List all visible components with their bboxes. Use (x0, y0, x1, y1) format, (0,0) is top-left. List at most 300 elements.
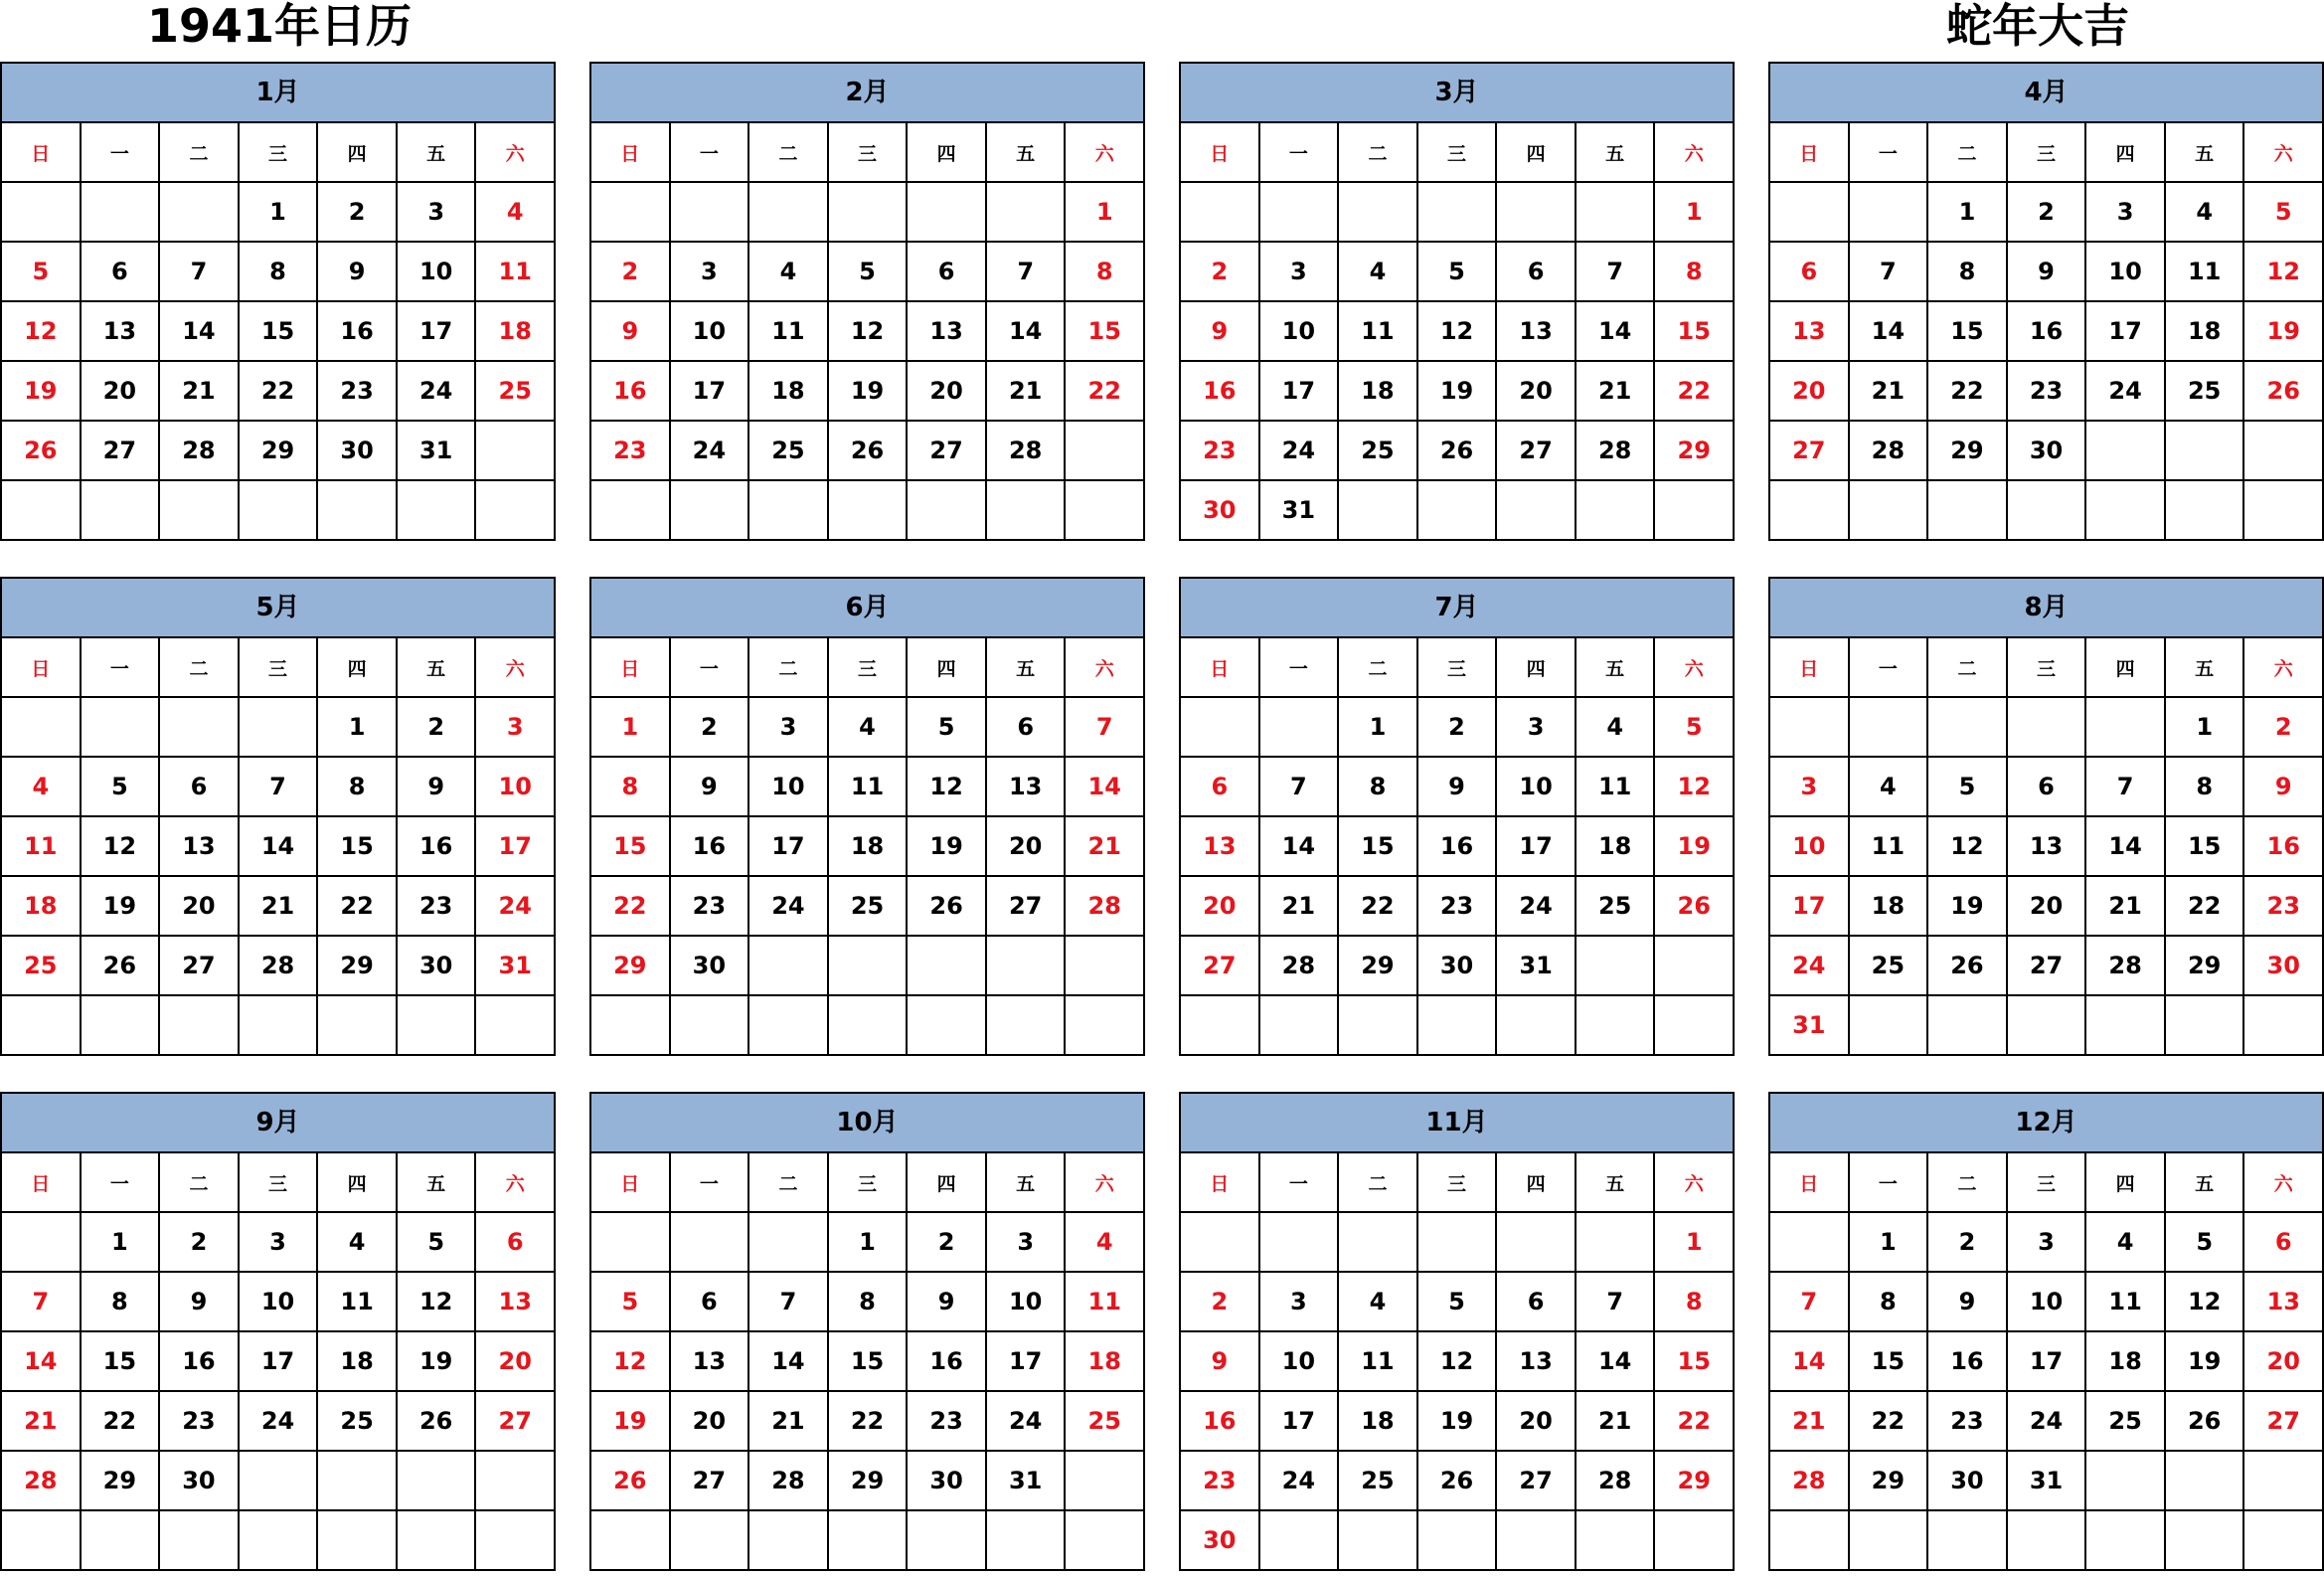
day-cell: 7 (1066, 698, 1145, 758)
weekday-row (1770, 638, 2324, 698)
day-cell: 21 (160, 362, 240, 422)
day-cell (2, 1213, 82, 1273)
weekday-label: 二 (1339, 1153, 1418, 1213)
day-cell: 28 (240, 937, 319, 996)
day-cell: 4 (1850, 758, 1929, 817)
day-cell: 2 (1181, 243, 1260, 302)
day-cell (1181, 183, 1260, 243)
week-row (1181, 937, 1735, 996)
day-cell: 22 (1655, 1392, 1735, 1452)
day-cell: 18 (749, 362, 829, 422)
day-cell: 29 (2166, 937, 2245, 996)
weekday-label: 一 (671, 638, 750, 698)
day-cell (1066, 996, 1145, 1056)
weekday-label: 六 (1066, 638, 1145, 698)
weekday-label: 五 (987, 123, 1067, 183)
day-cell (1260, 1511, 1340, 1571)
day-cell: 8 (591, 758, 671, 817)
day-cell (1928, 1511, 2008, 1571)
day-cell (2086, 698, 2166, 758)
weekday-label: 日 (591, 1153, 671, 1213)
day-cell (2166, 1452, 2245, 1511)
day-cell: 27 (908, 422, 987, 481)
day-cell: 28 (160, 422, 240, 481)
day-cell: 18 (1850, 877, 1929, 937)
day-cell: 25 (1339, 422, 1418, 481)
day-cell: 13 (476, 1273, 556, 1332)
day-cell: 24 (671, 422, 750, 481)
day-cell: 22 (1655, 362, 1735, 422)
day-cell: 12 (829, 302, 909, 362)
weekday-label: 二 (749, 123, 829, 183)
day-cell: 6 (1497, 1273, 1577, 1332)
day-cell: 5 (829, 243, 909, 302)
day-cell: 21 (1577, 1392, 1656, 1452)
day-cell (2086, 1511, 2166, 1571)
day-cell: 15 (2166, 817, 2245, 877)
day-cell: 6 (476, 1213, 556, 1273)
day-cell: 29 (240, 422, 319, 481)
day-cell (1418, 996, 1498, 1056)
day-cell: 27 (1497, 422, 1577, 481)
weekday-row (2, 1153, 556, 1213)
weekday-label: 五 (987, 638, 1067, 698)
day-cell: 3 (749, 698, 829, 758)
day-cell: 14 (160, 302, 240, 362)
day-cell: 17 (398, 302, 477, 362)
day-cell: 13 (2008, 817, 2087, 877)
day-cell: 26 (591, 1452, 671, 1511)
day-cell: 29 (1928, 422, 2008, 481)
day-cell: 18 (2086, 1332, 2166, 1392)
day-cell: 30 (1928, 1452, 2008, 1511)
day-cell: 4 (1066, 1213, 1145, 1273)
day-cell: 25 (2, 937, 82, 996)
day-cell (2, 481, 82, 541)
weekday-label: 六 (1655, 123, 1735, 183)
week-row (1181, 1392, 1735, 1452)
day-cell: 30 (398, 937, 477, 996)
day-cell: 26 (1418, 1452, 1498, 1511)
day-cell: 24 (1770, 937, 1850, 996)
week-row (1770, 302, 2324, 362)
day-cell (2244, 996, 2324, 1056)
day-cell: 8 (1339, 758, 1418, 817)
day-cell (1339, 1511, 1418, 1571)
day-cell: 19 (908, 817, 987, 877)
weekday-label: 五 (1577, 1153, 1656, 1213)
day-cell (1850, 183, 1929, 243)
weekday-row (591, 123, 1145, 183)
week-row (591, 481, 1145, 541)
day-cell: 22 (829, 1392, 909, 1452)
weekday-row (591, 1153, 1145, 1213)
day-cell: 19 (1418, 1392, 1498, 1452)
day-cell: 19 (1418, 362, 1498, 422)
day-cell (1770, 698, 1850, 758)
day-cell (1181, 1213, 1260, 1273)
day-cell: 2 (908, 1213, 987, 1273)
day-cell: 3 (476, 698, 556, 758)
week-row (591, 1511, 1145, 1571)
day-cell (318, 996, 398, 1056)
day-cell: 10 (1260, 302, 1340, 362)
day-cell (82, 1511, 161, 1571)
day-cell: 18 (2, 877, 82, 937)
day-cell: 10 (671, 302, 750, 362)
weekday-label: 四 (908, 638, 987, 698)
day-cell: 23 (318, 362, 398, 422)
day-cell (1066, 937, 1145, 996)
day-cell: 25 (1577, 877, 1656, 937)
day-cell (240, 1511, 319, 1571)
day-cell: 8 (2166, 758, 2245, 817)
day-cell (476, 481, 556, 541)
day-cell: 22 (591, 877, 671, 937)
day-cell: 9 (2244, 758, 2324, 817)
weekday-row (1770, 1153, 2324, 1213)
week-row (1181, 758, 1735, 817)
day-cell: 5 (908, 698, 987, 758)
day-cell: 25 (1066, 1392, 1145, 1452)
day-cell: 20 (160, 877, 240, 937)
day-cell: 17 (2008, 1332, 2087, 1392)
day-cell: 16 (1928, 1332, 2008, 1392)
day-cell: 22 (82, 1392, 161, 1452)
weekday-label: 二 (1339, 123, 1418, 183)
week-row (591, 1392, 1145, 1452)
day-cell: 11 (1066, 1273, 1145, 1332)
day-cell: 17 (1260, 362, 1340, 422)
week-row (2, 422, 556, 481)
day-cell (2166, 996, 2245, 1056)
day-cell (1260, 698, 1340, 758)
day-cell (1770, 1511, 1850, 1571)
day-cell: 28 (1850, 422, 1929, 481)
day-cell: 27 (987, 877, 1067, 937)
week-row (591, 302, 1145, 362)
day-cell: 30 (318, 422, 398, 481)
day-cell (2086, 996, 2166, 1056)
week-row (1181, 1452, 1735, 1511)
day-cell: 29 (1339, 937, 1418, 996)
day-cell: 20 (1497, 362, 1577, 422)
day-cell: 15 (1339, 817, 1418, 877)
day-cell: 12 (82, 817, 161, 877)
day-cell: 3 (1260, 1273, 1340, 1332)
week-row (1770, 1332, 2324, 1392)
day-cell: 11 (1339, 1332, 1418, 1392)
day-cell (1928, 698, 2008, 758)
day-cell: 15 (1066, 302, 1145, 362)
weekday-row (591, 638, 1145, 698)
day-cell: 24 (1260, 1452, 1340, 1511)
weekday-label: 五 (398, 123, 477, 183)
day-cell: 16 (671, 817, 750, 877)
week-row (591, 1452, 1145, 1511)
day-cell: 7 (1770, 1273, 1850, 1332)
day-cell (591, 1511, 671, 1571)
day-cell: 25 (2166, 362, 2245, 422)
day-cell (398, 996, 477, 1056)
day-cell: 7 (1577, 1273, 1656, 1332)
weekday-label: 六 (476, 638, 556, 698)
day-cell (318, 1511, 398, 1571)
week-row (1770, 817, 2324, 877)
day-cell: 21 (1577, 362, 1656, 422)
day-cell: 19 (2166, 1332, 2245, 1392)
day-cell (2, 698, 82, 758)
day-cell (1770, 183, 1850, 243)
day-cell: 24 (987, 1392, 1067, 1452)
day-cell: 12 (2, 302, 82, 362)
day-cell: 7 (2, 1273, 82, 1332)
day-cell (749, 1511, 829, 1571)
day-cell: 11 (749, 302, 829, 362)
month-title: 6月 (591, 579, 1145, 638)
week-row (591, 1273, 1145, 1332)
day-cell: 10 (398, 243, 477, 302)
day-cell (160, 183, 240, 243)
weekday-row (1181, 1153, 1735, 1213)
week-row (1181, 1332, 1735, 1392)
day-cell: 25 (2086, 1392, 2166, 1452)
weekday-row (1181, 638, 1735, 698)
day-cell: 13 (1497, 1332, 1577, 1392)
day-cell: 13 (2244, 1273, 2324, 1332)
week-row (2, 1213, 556, 1273)
day-cell (160, 481, 240, 541)
day-cell: 19 (2244, 302, 2324, 362)
day-cell (82, 698, 161, 758)
day-cell (829, 996, 909, 1056)
day-cell: 9 (318, 243, 398, 302)
day-cell (671, 481, 750, 541)
weekday-label: 三 (2008, 123, 2087, 183)
day-cell: 21 (2086, 877, 2166, 937)
day-cell: 28 (1577, 422, 1656, 481)
day-cell: 21 (2, 1392, 82, 1452)
day-cell (160, 698, 240, 758)
day-cell: 3 (987, 1213, 1067, 1273)
week-row (591, 937, 1145, 996)
day-cell (82, 481, 161, 541)
day-cell: 26 (908, 877, 987, 937)
weekday-row (2, 123, 556, 183)
day-cell: 24 (1497, 877, 1577, 937)
day-cell: 19 (829, 362, 909, 422)
day-cell: 10 (1770, 817, 1850, 877)
day-cell (2244, 1511, 2324, 1571)
week-row (2, 362, 556, 422)
weekday-label: 二 (1339, 638, 1418, 698)
day-cell (1655, 996, 1735, 1056)
day-cell: 1 (1655, 183, 1735, 243)
day-cell: 31 (398, 422, 477, 481)
week-row (1181, 1273, 1735, 1332)
day-cell (1066, 1452, 1145, 1511)
day-cell: 18 (1339, 362, 1418, 422)
day-cell (591, 481, 671, 541)
weekday-label: 五 (987, 1153, 1067, 1213)
day-cell: 13 (987, 758, 1067, 817)
day-cell (1928, 996, 2008, 1056)
month-block (1768, 577, 2324, 1056)
month-block (1179, 1092, 1735, 1571)
day-cell (591, 996, 671, 1056)
day-cell: 4 (2, 758, 82, 817)
day-cell: 10 (1497, 758, 1577, 817)
week-row (1770, 1213, 2324, 1273)
weekday-label: 二 (160, 638, 240, 698)
day-cell: 22 (1850, 1392, 1929, 1452)
day-cell: 7 (1850, 243, 1929, 302)
weekday-label: 二 (160, 123, 240, 183)
weekday-label: 四 (908, 1153, 987, 1213)
weekday-label: 日 (1181, 1153, 1260, 1213)
week-row (2, 183, 556, 243)
day-cell (1577, 481, 1656, 541)
day-cell: 6 (1770, 243, 1850, 302)
weekday-label: 五 (398, 1153, 477, 1213)
weekday-label: 三 (1418, 123, 1498, 183)
day-cell: 11 (1577, 758, 1656, 817)
weekday-label: 日 (2, 123, 82, 183)
day-cell: 3 (240, 1213, 319, 1273)
day-cell: 7 (987, 243, 1067, 302)
day-cell: 5 (82, 758, 161, 817)
day-cell (1066, 422, 1145, 481)
day-cell: 29 (82, 1452, 161, 1511)
weekday-label: 四 (318, 123, 398, 183)
day-cell: 5 (398, 1213, 477, 1273)
day-cell: 3 (2086, 183, 2166, 243)
day-cell: 5 (1418, 243, 1498, 302)
week-row (1770, 243, 2324, 302)
weekday-label: 五 (1577, 123, 1656, 183)
day-cell: 11 (1850, 817, 1929, 877)
day-cell (2008, 996, 2087, 1056)
day-cell (240, 698, 319, 758)
day-cell: 8 (318, 758, 398, 817)
day-cell: 15 (1655, 1332, 1735, 1392)
day-cell (160, 996, 240, 1056)
day-cell: 17 (749, 817, 829, 877)
week-row (2, 698, 556, 758)
day-cell: 6 (671, 1273, 750, 1332)
day-cell (1066, 481, 1145, 541)
day-cell: 29 (1655, 1452, 1735, 1511)
day-cell: 17 (476, 817, 556, 877)
day-cell: 10 (1260, 1332, 1340, 1392)
day-cell: 4 (1339, 1273, 1418, 1332)
day-cell: 17 (671, 362, 750, 422)
day-cell: 21 (749, 1392, 829, 1452)
day-cell (2008, 1511, 2087, 1571)
day-cell: 8 (829, 1273, 909, 1332)
week-row (1770, 877, 2324, 937)
week-row (591, 243, 1145, 302)
day-cell: 26 (1655, 877, 1735, 937)
day-cell (1850, 698, 1929, 758)
month-title: 12月 (1770, 1094, 2324, 1153)
day-cell: 18 (1577, 817, 1656, 877)
day-cell: 16 (1181, 362, 1260, 422)
day-cell: 6 (160, 758, 240, 817)
week-row (1770, 1392, 2324, 1452)
day-cell: 7 (160, 243, 240, 302)
day-cell: 23 (160, 1392, 240, 1452)
day-cell: 23 (671, 877, 750, 937)
day-cell (1770, 1213, 1850, 1273)
day-cell: 12 (908, 758, 987, 817)
day-cell: 30 (671, 937, 750, 996)
day-cell: 18 (2166, 302, 2245, 362)
week-row (591, 877, 1145, 937)
day-cell (1339, 183, 1418, 243)
week-row (2, 1273, 556, 1332)
weekday-label: 六 (476, 1153, 556, 1213)
week-row (591, 422, 1145, 481)
day-cell (987, 996, 1067, 1056)
day-cell: 25 (749, 422, 829, 481)
day-cell: 19 (1928, 877, 2008, 937)
day-cell: 31 (1770, 996, 1850, 1056)
day-cell (2086, 481, 2166, 541)
week-row (591, 698, 1145, 758)
day-cell: 20 (82, 362, 161, 422)
day-cell: 4 (318, 1213, 398, 1273)
day-cell: 16 (1418, 817, 1498, 877)
week-row (1770, 698, 2324, 758)
day-cell: 15 (82, 1332, 161, 1392)
day-cell (908, 937, 987, 996)
month-title: 8月 (1770, 579, 2324, 638)
day-cell: 5 (2166, 1213, 2245, 1273)
weekday-label: 五 (2166, 1153, 2245, 1213)
day-cell: 24 (749, 877, 829, 937)
day-cell: 31 (2008, 1452, 2087, 1511)
day-cell: 5 (1418, 1273, 1498, 1332)
day-cell: 7 (1577, 243, 1656, 302)
day-cell: 15 (1850, 1332, 1929, 1392)
day-cell: 20 (1497, 1392, 1577, 1452)
weekday-label: 三 (2008, 638, 2087, 698)
weekday-label: 三 (829, 123, 909, 183)
day-cell: 30 (2244, 937, 2324, 996)
weekday-label: 二 (160, 1153, 240, 1213)
day-cell (1655, 937, 1735, 996)
weekday-label: 二 (1928, 123, 2008, 183)
day-cell: 26 (2166, 1392, 2245, 1452)
day-cell: 15 (829, 1332, 909, 1392)
day-cell: 9 (2008, 243, 2087, 302)
week-row (1770, 362, 2324, 422)
day-cell: 1 (1339, 698, 1418, 758)
day-cell (749, 996, 829, 1056)
day-cell (1339, 1213, 1418, 1273)
day-cell: 29 (591, 937, 671, 996)
day-cell (2166, 422, 2245, 481)
day-cell: 27 (671, 1452, 750, 1511)
weekday-label: 六 (2244, 638, 2324, 698)
day-cell: 8 (1850, 1273, 1929, 1332)
day-cell (398, 1511, 477, 1571)
weekday-label: 一 (82, 1153, 161, 1213)
weekday-label: 一 (82, 638, 161, 698)
day-cell: 27 (160, 937, 240, 996)
day-cell: 23 (1181, 1452, 1260, 1511)
